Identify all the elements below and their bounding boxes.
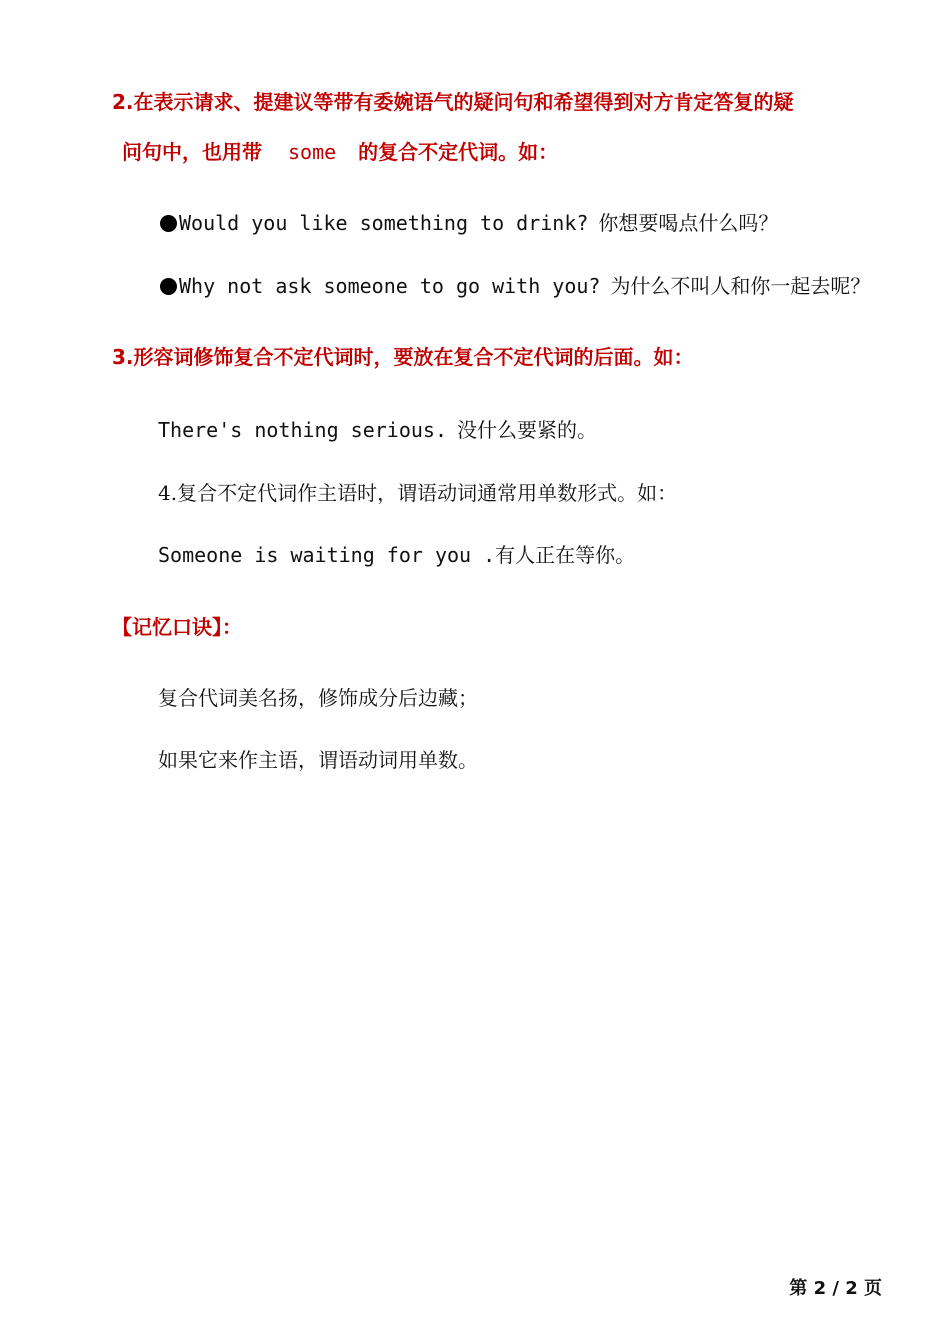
section-3-heading-text: 3.形容词修饰复合不定代词时，要放在复合不定代词的后面。如： [112,345,694,369]
example-item [158,541,635,569]
bullet-icon [160,215,177,232]
section-4-heading [158,479,677,507]
section-2-heading-text-1: 2.在表示请求、提建议等带有委婉语气的疑问句和希望得到对方肯定答复的疑 [112,90,794,114]
example-chinese: 没什么要紧的。 [456,418,597,442]
example-english: Someone is waiting for you . [158,543,496,567]
section-2-heading-line-2 [122,138,558,166]
page-number: 第 2 / 2 页 [789,1278,882,1299]
example-item [158,416,597,444]
mnemonic-title [112,613,242,641]
mnemonic-line-text: 复合代词美名扬，修饰成分后边藏； [158,686,478,710]
section-2-heading-suffix: 的复合不定代词。如： [358,140,559,164]
example-chinese: 为什么不叫人和你一起去呢？ [610,274,871,298]
example-english: Would you like something to drink? [179,211,589,235]
section-2-heading-prefix: 问句中，也用带 [122,140,262,164]
bullet-icon [160,278,177,295]
section-2-heading-keyword: some [288,140,337,164]
section-4-heading-text: 4.复合不定代词作主语时，谓语动词通常用单数形式。如： [158,481,678,505]
mnemonic-line [158,746,478,774]
mnemonic-title-text: 【记忆口诀】： [112,615,242,639]
mnemonic-line-text: 如果它来作主语，谓语动词用单数。 [158,748,478,772]
mnemonic-line [158,684,478,712]
section-2-heading-line-1 [112,88,794,116]
example-item [160,209,778,237]
example-english: There's nothing serious. [158,418,447,442]
example-chinese: 有人正在等你。 [495,543,636,567]
example-item [160,272,870,300]
section-3-heading [112,343,694,371]
example-english: Why not ask someone to go with you? [179,274,601,298]
example-chinese: 你想要喝点什么吗？ [598,211,779,235]
